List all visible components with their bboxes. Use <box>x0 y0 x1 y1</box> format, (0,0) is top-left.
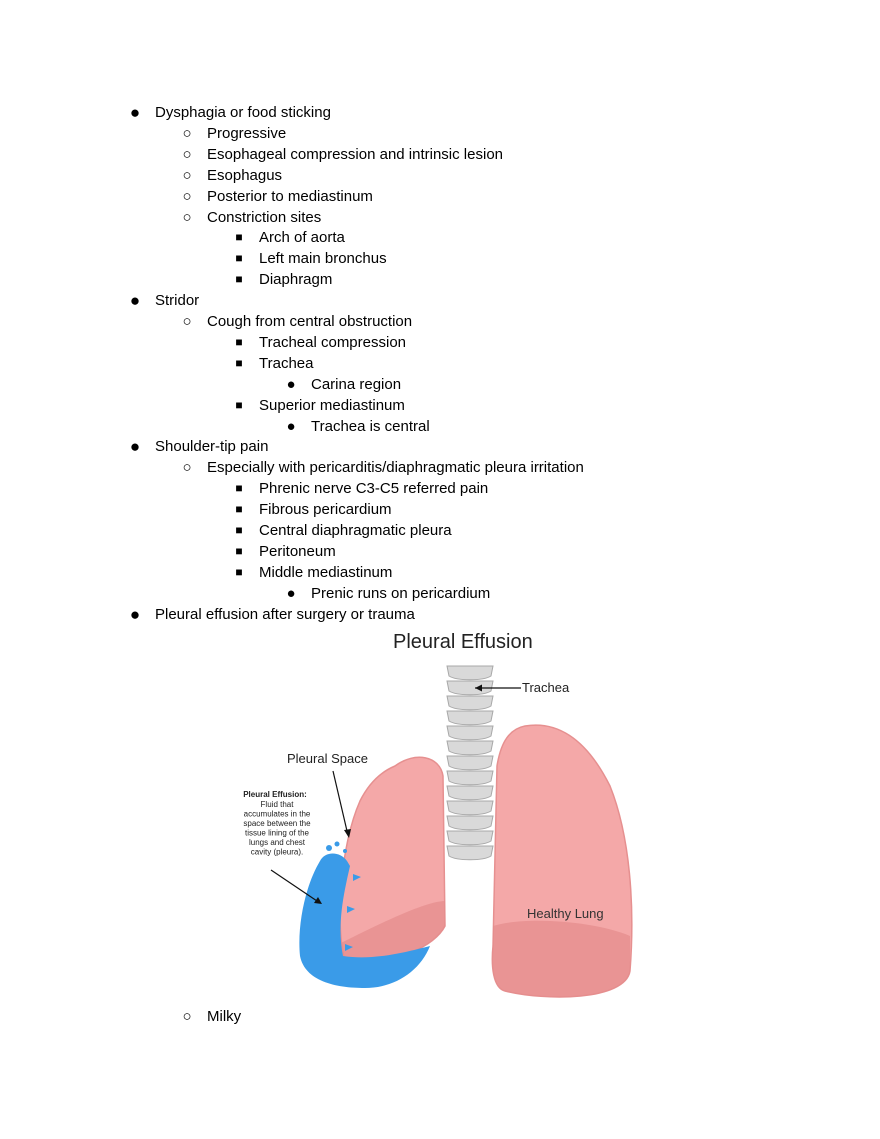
bullet-level-2: ○ <box>182 313 192 330</box>
outline-item: Middle mediastinum <box>259 563 393 581</box>
outline-item: Fibrous pericardium <box>259 501 392 519</box>
outline-item: Stridor <box>155 292 200 310</box>
outline-item: Cough from central obstruction <box>207 313 413 330</box>
bullet-level-1: ● <box>129 103 141 122</box>
healthy-lung-label: Healthy Lung <box>527 906 604 921</box>
bullet-level-3: ■ <box>235 564 243 579</box>
bullet-level-1: ● <box>129 437 141 457</box>
outline-item: Pleural effusion after surgery or trauma <box>155 605 415 623</box>
outline-item-milky: Milky <box>207 1008 242 1025</box>
bullet-level-3: ■ <box>235 272 243 287</box>
trachea-ring <box>447 666 493 680</box>
outline-item: Left main bronchus <box>259 250 387 268</box>
bullet-level-2: ○ <box>182 124 192 142</box>
bullet-level-2: ○ <box>182 459 192 477</box>
bullet-level-3: ■ <box>235 481 243 496</box>
pleural-space-label: Pleural Space <box>287 751 368 766</box>
effusion-description-line: Fluid that <box>260 800 294 809</box>
bullet-level-4: ● <box>286 375 296 393</box>
bullet-level-2: ○ <box>182 166 192 184</box>
bullet-level-1: ● <box>129 291 141 311</box>
outline-item: Esophageal compression and intrinsic lesion <box>207 145 504 163</box>
outline-item: Prenic runs on pericardium <box>311 584 491 602</box>
bullet-level-4: ● <box>286 417 296 435</box>
effusion-description-line: tissue lining of the <box>244 828 310 838</box>
outline-item: Trachea <box>259 354 314 372</box>
outline-item: Posterior to mediastinum <box>207 187 373 205</box>
effusion-description-line: lungs and chest <box>248 838 306 847</box>
trachea-label: Trachea <box>522 680 570 695</box>
outline-item: Constriction sites <box>207 208 322 226</box>
trachea-ring <box>447 696 493 710</box>
bullet-level-2: ○ <box>182 1008 192 1025</box>
outline-item: Especially with pericarditis/diaphragmatic pleura irritation <box>207 459 584 477</box>
trachea-ring <box>447 786 493 800</box>
figure-title: Pleural Effusion <box>393 631 533 653</box>
outline-item: Dysphagia or food sticking <box>155 104 331 121</box>
bullet-level-3: ■ <box>235 251 243 266</box>
effusion-heading: Pleural Effusion: <box>243 790 307 799</box>
bullet-level-3: ■ <box>235 355 243 370</box>
trachea-ring <box>447 711 493 725</box>
trachea-ring <box>447 816 493 830</box>
healthy-lung-shade <box>492 921 630 997</box>
bullet-level-2: ○ <box>182 145 192 163</box>
trachea-ring <box>447 801 493 815</box>
trachea-ring <box>447 726 493 740</box>
outline-item: Phrenic nerve C3-C5 referred pain <box>259 480 489 498</box>
trachea-ring <box>447 846 493 860</box>
trachea-ring <box>447 756 493 770</box>
bullet-level-3: ■ <box>235 523 243 537</box>
trachea-ring <box>447 831 493 845</box>
outline-item: Peritoneum <box>259 542 336 560</box>
outline-item: Carina region <box>311 375 402 393</box>
outline-item: Superior mediastinum <box>259 396 405 414</box>
bullet-level-3: ■ <box>235 397 243 412</box>
trachea-illustration <box>447 666 493 860</box>
pleural-effusion-diagram <box>225 626 645 1006</box>
bullet-level-3: ■ <box>235 230 243 245</box>
outline-item: Tracheal compression <box>259 333 407 351</box>
bullet-level-4: ● <box>286 584 296 602</box>
outline-item: Trachea is central <box>311 417 430 435</box>
outline-item: Diaphragm <box>259 271 333 289</box>
effusion-description-line: accumulates in the <box>243 809 311 819</box>
effusion-description-line: cavity (pleura). <box>250 847 304 857</box>
bullet-level-2: ○ <box>182 208 192 226</box>
outline-item: Progressive <box>207 124 287 142</box>
outline-item: Arch of aorta <box>259 229 345 247</box>
bullet-level-1: ● <box>129 604 141 624</box>
bullet-level-3: ■ <box>235 334 243 349</box>
outline-item: Central diaphragmatic pleura <box>259 522 452 539</box>
effusion-description-line: space between the <box>243 819 311 828</box>
trachea-ring <box>447 741 493 755</box>
effusion-description <box>243 800 311 857</box>
outline-item: Esophagus <box>207 166 283 184</box>
trachea-ring <box>447 771 493 785</box>
bullet-level-3: ■ <box>235 543 243 558</box>
outline-item: Shoulder-tip pain <box>155 438 269 456</box>
bullet-level-3: ■ <box>235 502 243 517</box>
bullet-level-2: ○ <box>182 187 192 205</box>
